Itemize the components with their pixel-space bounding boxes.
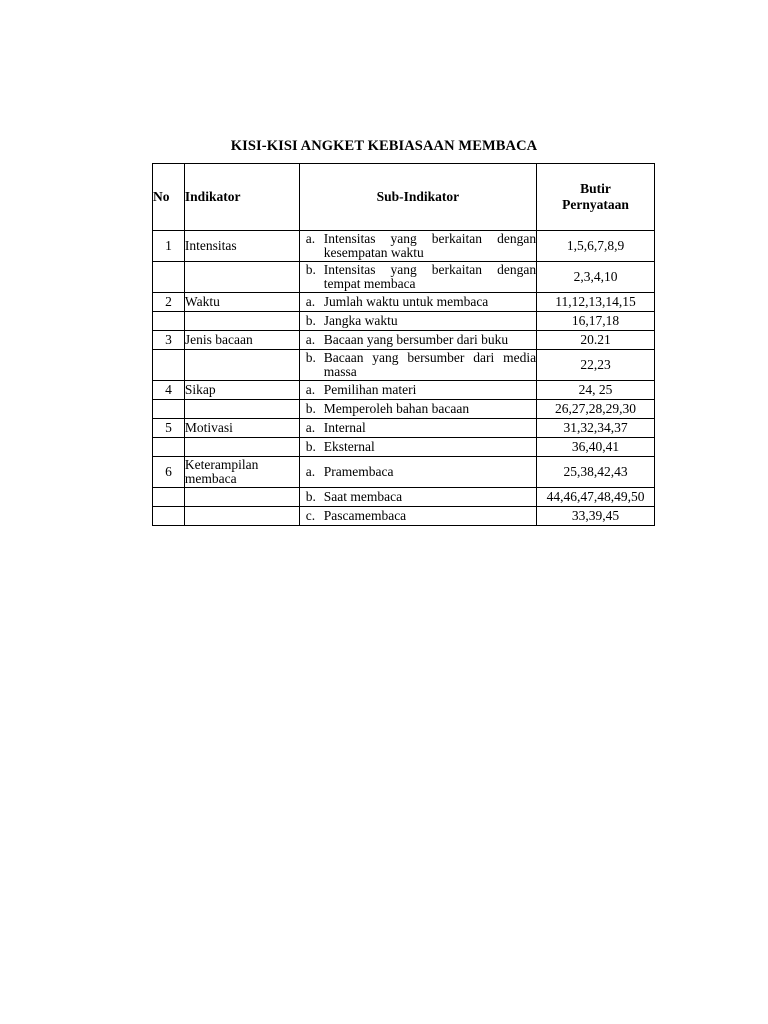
sub-letter: a. — [305, 464, 316, 479]
table-row — [153, 350, 655, 381]
table-header-row — [153, 164, 655, 231]
sub-text: Jumlah waktu untuk membaca — [323, 294, 489, 309]
sub-letter: a. — [305, 231, 316, 246]
header-butir-line2: Pernyataan — [562, 197, 629, 212]
sub-letter: b. — [305, 489, 316, 504]
cell-butir: 11,12,13,14,15 — [537, 293, 655, 312]
sub-letter: b. — [305, 262, 316, 277]
cell-no — [153, 262, 185, 293]
document-title: KISI-KISI ANGKET KEBIASAAN MEMBACA — [230, 138, 538, 154]
cell-butir: 25,38,42,43 — [537, 457, 655, 488]
cell-no: 1 — [153, 231, 185, 262]
cell-no — [153, 312, 185, 331]
cell-sub-indikator — [299, 331, 536, 350]
cell-sub-indikator — [299, 507, 536, 526]
cell-indikator: Sikap — [184, 381, 299, 400]
sub-letter: b. — [305, 439, 316, 454]
sub-letter: a. — [305, 332, 316, 347]
cell-indikator — [184, 262, 299, 293]
header-sub-indikator: Sub-Indikator — [299, 164, 536, 231]
cell-indikator — [184, 400, 299, 419]
table-row — [153, 262, 655, 293]
cell-sub-indikator — [299, 381, 536, 400]
table-row — [153, 507, 655, 526]
cell-indikator: Keterampilan membaca — [184, 457, 299, 488]
cell-no — [153, 400, 185, 419]
sub-text: Bacaan yang bersumber dari buku — [323, 332, 509, 347]
cell-butir: 24, 25 — [537, 381, 655, 400]
table-row — [153, 457, 655, 488]
table-row — [153, 293, 655, 312]
sub-text: Pramembaca — [323, 464, 394, 479]
sub-text: Internal — [323, 420, 366, 435]
cell-indikator — [184, 438, 299, 457]
sub-text: Jangka waktu — [323, 313, 398, 328]
table-row — [153, 438, 655, 457]
cell-sub-indikator — [299, 400, 536, 419]
sub-text: Eksternal — [323, 439, 375, 454]
table-row — [153, 331, 655, 350]
cell-indikator: Motivasi — [184, 419, 299, 438]
header-indikator: Indikator — [184, 164, 299, 231]
cell-butir: 31,32,34,37 — [537, 419, 655, 438]
cell-no: 3 — [153, 331, 185, 350]
cell-butir: 16,17,18 — [537, 312, 655, 331]
cell-butir: 2,3,4,10 — [537, 262, 655, 293]
cell-sub-indikator — [299, 488, 536, 507]
cell-sub-indikator — [299, 293, 536, 312]
sub-text: Pascamembaca — [323, 508, 407, 523]
sub-text: Saat membaca — [323, 489, 403, 504]
cell-butir: 33,39,45 — [537, 507, 655, 526]
cell-no: 5 — [153, 419, 185, 438]
cell-butir: 44,46,47,48,49,50 — [537, 488, 655, 507]
cell-sub-indikator — [299, 350, 536, 381]
cell-no — [153, 488, 185, 507]
table-row — [153, 231, 655, 262]
cell-butir: 36,40,41 — [537, 438, 655, 457]
cell-no — [153, 507, 185, 526]
cell-indikator — [184, 312, 299, 331]
cell-no — [153, 438, 185, 457]
cell-butir: 20.21 — [537, 331, 655, 350]
table-row — [153, 381, 655, 400]
sub-letter: c. — [305, 508, 316, 523]
cell-indikator: Intensitas — [184, 231, 299, 262]
table-row — [153, 400, 655, 419]
cell-no: 6 — [153, 457, 185, 488]
cell-indikator: Waktu — [184, 293, 299, 312]
header-no: No — [153, 164, 185, 231]
cell-sub-indikator — [299, 457, 536, 488]
table-row — [153, 312, 655, 331]
sub-text: Intensitas yang berkaitan dengan tempat membaca — [323, 262, 537, 291]
cell-no: 2 — [153, 293, 185, 312]
sub-text: Memperoleh bahan bacaan — [323, 401, 470, 416]
cell-butir: 26,27,28,29,30 — [537, 400, 655, 419]
sub-text: Bacaan yang bersumber dari media massa — [323, 350, 537, 379]
sub-letter: a. — [305, 382, 316, 397]
cell-sub-indikator — [299, 312, 536, 331]
cell-butir: 22,23 — [537, 350, 655, 381]
sub-text: Pemilihan materi — [323, 382, 417, 397]
cell-indikator — [184, 488, 299, 507]
header-butir-line1: Butir — [580, 181, 611, 196]
cell-indikator: Jenis bacaan — [184, 331, 299, 350]
sub-letter: b. — [305, 401, 316, 416]
sub-letter: a. — [305, 420, 316, 435]
cell-butir: 1,5,6,7,8,9 — [537, 231, 655, 262]
kisi-kisi-table — [152, 163, 655, 526]
sub-letter: a. — [305, 294, 316, 309]
cell-indikator — [184, 350, 299, 381]
sub-letter: b. — [305, 313, 316, 328]
cell-no: 4 — [153, 381, 185, 400]
table-row — [153, 488, 655, 507]
cell-no — [153, 350, 185, 381]
cell-sub-indikator — [299, 231, 536, 262]
cell-sub-indikator — [299, 262, 536, 293]
header-butir-pernyataan — [537, 164, 655, 231]
cell-sub-indikator — [299, 438, 536, 457]
cell-indikator — [184, 507, 299, 526]
table-row — [153, 419, 655, 438]
cell-sub-indikator — [299, 419, 536, 438]
sub-letter: b. — [305, 350, 316, 365]
sub-text: Intensitas yang berkaitan dengan kesempatan waktu — [323, 231, 537, 260]
